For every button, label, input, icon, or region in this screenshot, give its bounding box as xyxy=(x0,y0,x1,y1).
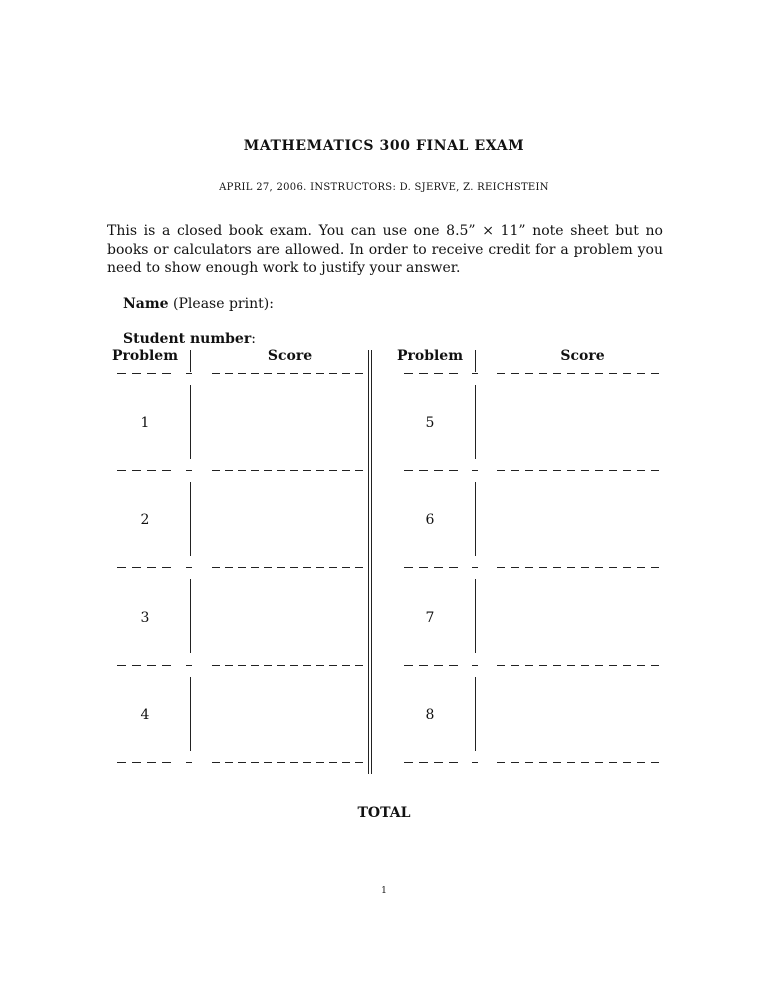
dash-rule-segment xyxy=(497,567,505,568)
cell-separator xyxy=(190,482,191,556)
dash-rule-segment xyxy=(623,373,631,374)
dash-rule-segment xyxy=(419,567,428,568)
dash-rule-segment xyxy=(651,470,659,471)
dash-rule-segment xyxy=(419,665,428,666)
dash-rule-segment xyxy=(539,567,547,568)
dash-rule-segment xyxy=(497,665,505,666)
dash-rule-segment xyxy=(525,567,533,568)
dash-rule-segment xyxy=(355,665,363,666)
dash-rule-segment xyxy=(525,470,533,471)
dash-rule-segment xyxy=(212,470,220,471)
dash-rule-segment xyxy=(251,373,259,374)
dash-rule-segment xyxy=(225,470,233,471)
dash-rule-segment xyxy=(329,470,337,471)
dash-rule-segment xyxy=(539,762,547,763)
dash-rule-segment xyxy=(609,373,617,374)
dash-rule-segment xyxy=(225,373,233,374)
dash-rule-segment xyxy=(277,470,285,471)
dash-rule-segment xyxy=(147,762,156,763)
dash-rule-segment xyxy=(525,665,533,666)
name-field xyxy=(123,296,274,312)
dash-rule-segment xyxy=(264,665,272,666)
dash-rule-segment xyxy=(117,665,126,666)
dash-rule-segment xyxy=(472,567,478,568)
exam-subtitle: APRIL 27, 2006. INSTRUCTORS: D. SJERVE, Z. REICHSTEIN xyxy=(219,182,549,193)
dash-rule-segment xyxy=(342,373,350,374)
dash-rule-segment xyxy=(132,665,141,666)
dash-rule-segment xyxy=(264,373,272,374)
dash-rule-segment xyxy=(581,567,589,568)
dash-rule-segment xyxy=(595,470,603,471)
dash-rule-segment xyxy=(404,762,413,763)
dash-rule-segment xyxy=(212,567,220,568)
dash-rule-segment xyxy=(472,470,478,471)
dash-rule-segment xyxy=(525,762,533,763)
separator-center-a xyxy=(368,350,369,774)
dash-rule-segment xyxy=(212,373,220,374)
dash-rule-segment xyxy=(290,567,298,568)
dash-rule-segment xyxy=(404,567,413,568)
dash-rule-segment xyxy=(511,567,519,568)
separator-left-top xyxy=(190,350,191,372)
dash-rule-segment xyxy=(147,567,156,568)
dash-rule-segment xyxy=(264,567,272,568)
dash-rule-segment xyxy=(355,373,363,374)
header-score-right: Score xyxy=(560,348,605,364)
dash-rule-segment xyxy=(595,373,603,374)
dash-rule-segment xyxy=(132,762,141,763)
problem-number-4: 4 xyxy=(140,707,150,723)
exam-title: MATHEMATICS 300 FINAL EXAM xyxy=(243,138,525,154)
dash-rule-segment xyxy=(117,470,126,471)
dash-rule-segment xyxy=(147,665,156,666)
dash-rule-segment xyxy=(449,470,458,471)
dash-rule-segment xyxy=(162,665,171,666)
dash-rule-segment xyxy=(449,567,458,568)
dash-rule-segment xyxy=(132,567,141,568)
dash-rule-segment xyxy=(342,567,350,568)
cell-separator xyxy=(190,677,191,751)
dash-rule-segment xyxy=(225,567,233,568)
dash-rule-segment xyxy=(623,470,631,471)
dash-rule-segment xyxy=(472,665,478,666)
dash-rule-segment xyxy=(511,470,519,471)
dash-rule-segment xyxy=(251,665,259,666)
dash-rule-segment xyxy=(186,665,192,666)
dash-rule-segment xyxy=(595,665,603,666)
header-score-left: Score xyxy=(267,348,313,364)
dash-rule-segment xyxy=(277,665,285,666)
exam-instructions: This is a closed book exam. You can use one 8.5” × 11” note sheet but no books or calculators are allowed. In order to receive credit for a problem you need to show enough work to justify your answer. xyxy=(107,223,663,276)
dash-rule-segment xyxy=(595,567,603,568)
dash-rule-segment xyxy=(251,470,259,471)
dash-rule-segment xyxy=(212,762,220,763)
dash-rule-segment xyxy=(567,665,575,666)
dash-rule-segment xyxy=(132,470,141,471)
dash-rule-segment xyxy=(329,762,337,763)
dash-rule-segment xyxy=(609,567,617,568)
dash-rule-segment xyxy=(637,373,645,374)
dash-rule-segment xyxy=(329,373,337,374)
dash-rule-segment xyxy=(238,567,246,568)
dash-rule-segment xyxy=(355,762,363,763)
dash-rule-segment xyxy=(342,665,350,666)
dash-rule-segment xyxy=(449,762,458,763)
dash-rule-segment xyxy=(525,373,533,374)
dash-rule-segment xyxy=(290,470,298,471)
dash-rule-segment xyxy=(147,373,156,374)
dash-rule-segment xyxy=(303,762,311,763)
header-problem-left: Problem xyxy=(111,348,179,364)
dash-rule-segment xyxy=(581,470,589,471)
dash-rule-segment xyxy=(567,470,575,471)
dash-rule-segment xyxy=(186,762,192,763)
dash-rule-segment xyxy=(277,373,285,374)
dash-rule-segment xyxy=(117,567,126,568)
dash-rule-segment xyxy=(303,567,311,568)
dash-rule-segment xyxy=(264,762,272,763)
dash-rule-segment xyxy=(355,470,363,471)
student-number-label: Student number xyxy=(123,331,252,347)
dash-rule-segment xyxy=(637,470,645,471)
dash-rule-segment xyxy=(419,373,428,374)
student-number-field xyxy=(123,331,256,347)
dash-rule-segment xyxy=(316,665,324,666)
dash-rule-segment xyxy=(186,470,192,471)
dash-rule-segment xyxy=(290,665,298,666)
dash-rule-segment xyxy=(117,373,126,374)
dash-rule-segment xyxy=(539,470,547,471)
dash-rule-segment xyxy=(162,373,171,374)
dash-rule-segment xyxy=(581,373,589,374)
dash-rule-segment xyxy=(553,762,561,763)
dash-rule-segment xyxy=(637,665,645,666)
problem-number-7: 7 xyxy=(425,610,435,626)
dash-rule-segment xyxy=(264,470,272,471)
dash-rule-segment xyxy=(637,762,645,763)
dash-rule-segment xyxy=(434,373,443,374)
problem-number-3: 3 xyxy=(140,610,150,626)
dash-rule-segment xyxy=(419,762,428,763)
cell-separator xyxy=(475,579,476,653)
dash-rule-segment xyxy=(434,762,443,763)
dash-rule-segment xyxy=(251,762,259,763)
dash-rule-segment xyxy=(238,665,246,666)
name-label: Name xyxy=(123,296,169,312)
dash-rule-segment xyxy=(637,567,645,568)
dash-rule-segment xyxy=(511,373,519,374)
header-problem-right: Problem xyxy=(396,348,464,364)
dash-rule-segment xyxy=(449,373,458,374)
dash-rule-segment xyxy=(342,470,350,471)
page-number: 1 xyxy=(381,886,387,896)
problem-number-2: 2 xyxy=(140,512,150,528)
dash-rule-segment xyxy=(277,567,285,568)
dash-rule-segment xyxy=(434,665,443,666)
dash-rule-segment xyxy=(303,470,311,471)
dash-rule-segment xyxy=(609,470,617,471)
dash-rule-segment xyxy=(472,762,478,763)
dash-rule-segment xyxy=(567,373,575,374)
dash-rule-segment xyxy=(186,567,192,568)
dash-rule-segment xyxy=(567,762,575,763)
dash-rule-segment xyxy=(609,665,617,666)
name-hint: (Please print): xyxy=(168,296,274,312)
dash-rule-segment xyxy=(539,665,547,666)
total-label: TOTAL xyxy=(357,805,411,821)
dash-rule-segment xyxy=(651,665,659,666)
separator-center-b xyxy=(371,350,372,774)
dash-rule-segment xyxy=(329,665,337,666)
dash-rule-segment xyxy=(497,762,505,763)
dash-rule-segment xyxy=(623,665,631,666)
dash-rule-segment xyxy=(553,567,561,568)
dash-rule-segment xyxy=(316,373,324,374)
dash-rule-segment xyxy=(609,762,617,763)
separator-right-top xyxy=(475,350,476,372)
dash-rule-segment xyxy=(497,373,505,374)
dash-rule-segment xyxy=(434,470,443,471)
dash-rule-segment xyxy=(511,762,519,763)
dash-rule-segment xyxy=(623,567,631,568)
dash-rule-segment xyxy=(162,762,171,763)
dash-rule-segment xyxy=(225,762,233,763)
dash-rule-segment xyxy=(404,470,413,471)
dash-rule-segment xyxy=(581,665,589,666)
dash-rule-segment xyxy=(651,762,659,763)
dash-rule-segment xyxy=(303,665,311,666)
student-number-colon: : xyxy=(251,331,256,347)
dash-rule-segment xyxy=(567,567,575,568)
dash-rule-segment xyxy=(581,762,589,763)
problem-number-8: 8 xyxy=(425,707,435,723)
dash-rule-segment xyxy=(449,665,458,666)
cell-separator xyxy=(475,482,476,556)
dash-rule-segment xyxy=(553,470,561,471)
dash-rule-segment xyxy=(316,762,324,763)
dash-rule-segment xyxy=(553,373,561,374)
dash-rule-segment xyxy=(186,373,192,374)
dash-rule-segment xyxy=(316,470,324,471)
dash-rule-segment xyxy=(539,373,547,374)
dash-rule-segment xyxy=(329,567,337,568)
dash-rule-segment xyxy=(238,470,246,471)
problem-number-6: 6 xyxy=(425,512,435,528)
dash-rule-segment xyxy=(472,373,478,374)
dash-rule-segment xyxy=(316,567,324,568)
dash-rule-segment xyxy=(277,762,285,763)
dash-rule-segment xyxy=(651,567,659,568)
dash-rule-segment xyxy=(162,470,171,471)
dash-rule-segment xyxy=(497,470,505,471)
dash-rule-segment xyxy=(225,665,233,666)
dash-rule-segment xyxy=(355,567,363,568)
cell-separator xyxy=(475,385,476,459)
dash-rule-segment xyxy=(404,373,413,374)
dash-rule-segment xyxy=(238,762,246,763)
dash-rule-segment xyxy=(117,762,126,763)
problem-number-5: 5 xyxy=(425,415,435,431)
problem-number-1: 1 xyxy=(140,415,150,431)
dash-rule-segment xyxy=(595,762,603,763)
dash-rule-segment xyxy=(132,373,141,374)
cell-separator xyxy=(190,579,191,653)
dash-rule-segment xyxy=(290,762,298,763)
dash-rule-segment xyxy=(404,665,413,666)
dash-rule-segment xyxy=(212,665,220,666)
dash-rule-segment xyxy=(553,665,561,666)
dash-rule-segment xyxy=(434,567,443,568)
cell-separator xyxy=(475,677,476,751)
dash-rule-segment xyxy=(162,567,171,568)
cell-separator xyxy=(190,385,191,459)
dash-rule-segment xyxy=(419,470,428,471)
dash-rule-segment xyxy=(290,373,298,374)
dash-rule-segment xyxy=(623,762,631,763)
dash-rule-segment xyxy=(303,373,311,374)
dash-rule-segment xyxy=(147,470,156,471)
dash-rule-segment xyxy=(251,567,259,568)
dash-rule-segment xyxy=(238,373,246,374)
dash-rule-segment xyxy=(511,665,519,666)
dash-rule-segment xyxy=(651,373,659,374)
dash-rule-segment xyxy=(342,762,350,763)
